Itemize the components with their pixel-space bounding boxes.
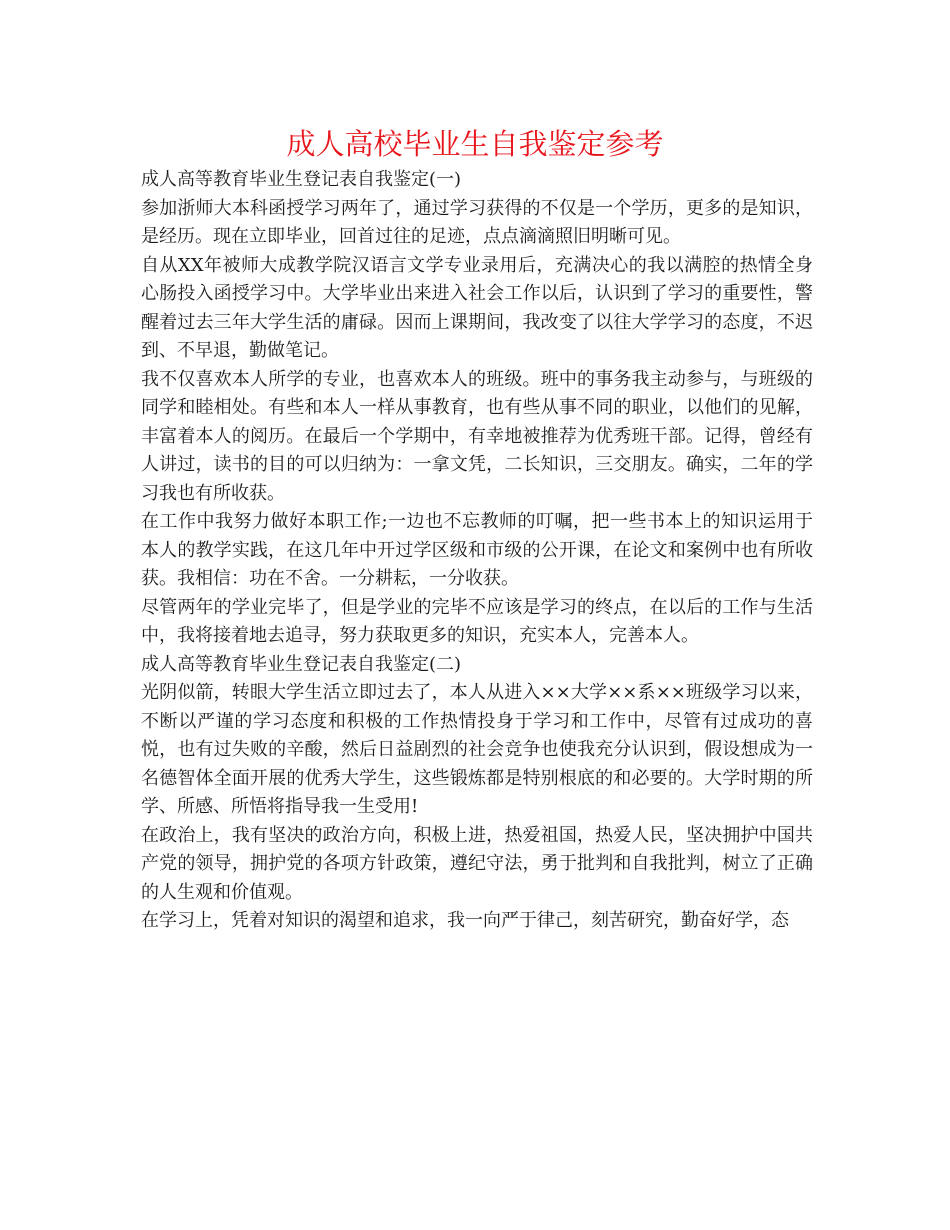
paragraph: 参加浙师大本科函授学习两年了，通过学习获得的不仅是一个学历，更多的是知识，是经历。现在立即毕业，回首过往的足迹，点点滴滴照旧明晰可见。 — [141, 197, 813, 247]
paragraph: 尽管两年的学业完毕了，但是学业的完毕不应该是学习的终点，在以后的工作与生活中，我将接着地去追寻，努力获取更多的知识，充实本人，完善本人。 — [141, 596, 813, 646]
section-heading-2: 成人高等教育毕业生登记表自我鉴定(二) — [141, 653, 462, 675]
document-title: 成人高校毕业生自我鉴定参考 — [286, 127, 664, 161]
paragraph: 在工作中我努力做好本职工作;一边也不忘教师的叮嘱，把一些书本上的知识运用于本人的教学实践，在这几年中开过学区级和市级的公开课，在论文和案例中也有所收获。我相信：功在不舍。一分耕耘，一分收获。 — [141, 511, 813, 589]
paragraph: 光阴似箭，转眼大学生活立即过去了，本人从进入××大学××系××班级学习以来，不断以严谨的学习态度和积极的工作热情投身于学习和工作中，尽管有过成功的喜悦，也有过失败的辛酸，然后日益剧烈的社会竞争也使我充分认识到，假设想成为一名德智体全面开展的优秀大学生，这些锻炼都是特别根底的和必要的。大学时期的所学、所感、所悟将指导我一生受用! — [141, 682, 813, 817]
paragraph: 我不仅喜欢本人所学的专业，也喜欢本人的班级。班中的事务我主动参与，与班级的同学和睦相处。有些和本人一样从事教育，也有些从事不同的职业，以他们的见解，丰富着本人的阅历。在最后一个学期中，有幸地被推荐为优秀班干部。记得，曾经有人讲过，读书的目的可以归纳为：一拿文凭，二长知识，三交朋友。确实，二年的学习我也有所收获。 — [141, 368, 813, 504]
paragraph: 在政治上，我有坚决的政治方向，积极上进，热爱祖国，热爱人民，坚决拥护中国共产党的领导，拥护党的各项方针政策，遵纪守法，勇于批判和自我批判，树立了正确的人生观和价值观。 — [141, 824, 813, 903]
paragraph: 自从XX年被师大成教学院汉语言文学专业录用后，充满决心的我以满腔的热情全身心肠投入函授学习中。大学毕业出来进入社会工作以后，认识到了学习的重要性，警醒着过去三年大学生活的庸碌。因而上课期间，我改变了以往大学学习的态度，不迟到、不早退，勤做笔记。 — [141, 254, 813, 361]
document-body — [141, 166, 813, 936]
section-heading-1: 成人高等教育毕业生登记表自我鉴定(一) — [141, 169, 462, 190]
paragraph: 在学习上，凭着对知识的渴望和追求，我一向严于律己，刻苦研究，勤奋好学，态 — [141, 910, 789, 931]
